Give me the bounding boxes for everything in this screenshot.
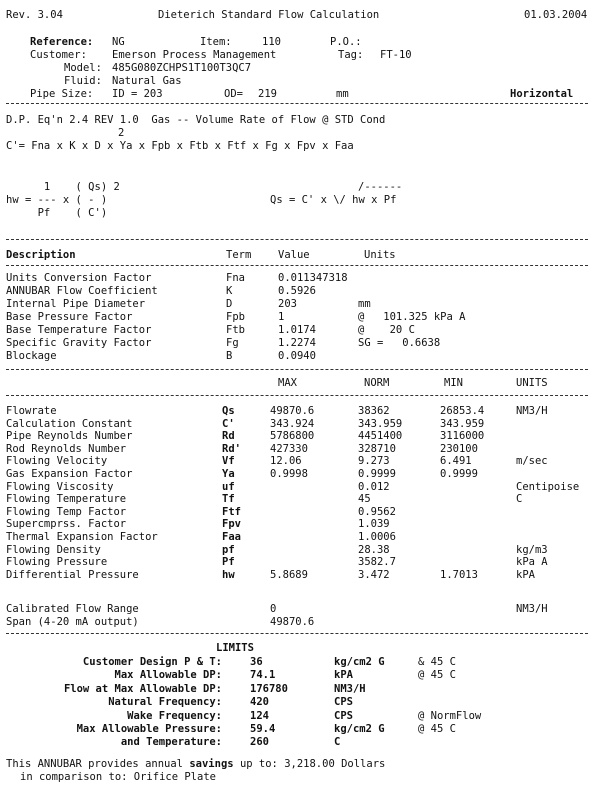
- divider: [6, 265, 588, 266]
- flow-description: Flowing Temp Factor: [6, 505, 127, 518]
- exponent: 2: [118, 127, 125, 139]
- limit-label: Natural Frequency:: [108, 696, 222, 709]
- flow-description: Flowing Pressure: [6, 556, 108, 569]
- factor-description: Units Conversion Factor: [6, 272, 152, 284]
- factor-term: Ftb: [226, 324, 245, 336]
- divider: [6, 369, 588, 370]
- flow-term: pf: [222, 543, 235, 556]
- flow-term: Rd': [222, 442, 241, 455]
- flow-term: Vf: [222, 455, 235, 468]
- flow-term: Ya: [222, 468, 235, 480]
- flow-max: 0.9998: [270, 468, 308, 480]
- flow-norm: 343.959: [358, 417, 403, 430]
- item-value: 110: [262, 36, 281, 48]
- limit-condition: @ 45 C: [418, 669, 456, 682]
- flow-min: 230100: [440, 442, 478, 455]
- factor-term: K: [226, 285, 233, 297]
- factor-units: SG = 0.6638: [358, 337, 441, 349]
- flow-norm: 38362: [358, 405, 390, 417]
- flow-min: 343.959: [440, 417, 485, 430]
- span-label: Span (4-20 mA output): [6, 616, 139, 628]
- col-value: Value: [278, 249, 310, 261]
- flow-description: Differential Pressure: [6, 568, 139, 581]
- limit-label: Wake Frequency:: [127, 709, 222, 722]
- pipe-od: 219: [258, 88, 277, 100]
- flow-max: 343.924: [270, 417, 315, 430]
- flow-units: kPa A: [516, 556, 548, 569]
- divider: [6, 633, 588, 634]
- factor-term: Fg: [226, 337, 239, 349]
- factor-value: 0.011347318: [278, 272, 348, 284]
- flow-description: Flowing Velocity: [6, 455, 108, 468]
- flow-units: kPA: [516, 568, 535, 581]
- factor-value: 0.0940: [278, 350, 316, 362]
- flow-min: 3116000: [440, 430, 485, 443]
- factor-value: 1: [278, 311, 285, 323]
- flow-max: 49870.6: [270, 405, 315, 417]
- factor-description: Specific Gravity Factor: [6, 337, 152, 349]
- limit-value: 176780: [250, 682, 288, 695]
- factor-term: Fna: [226, 272, 245, 284]
- col-description: Description: [6, 249, 76, 261]
- factor-value: 203: [278, 298, 297, 310]
- factor-value: 1.0174: [278, 324, 316, 336]
- col-norm: NORM: [364, 377, 390, 389]
- divider: [6, 103, 588, 104]
- factor-description: ANNUBAR Flow Coefficient: [6, 285, 158, 297]
- limit-label: Max Allowable DP:: [114, 669, 222, 682]
- limit-condition: & 45 C: [418, 656, 456, 668]
- divider: [6, 395, 588, 396]
- model-label: Model:: [64, 62, 102, 74]
- flow-units: kg/m3: [516, 543, 548, 556]
- flow-term: Ftf: [222, 505, 241, 518]
- factor-units: mm: [358, 298, 371, 310]
- customer-value: Emerson Process Management: [112, 49, 277, 61]
- limit-value: 59.4: [250, 723, 276, 735]
- fluid-label: Fluid:: [64, 75, 102, 87]
- factor-term: D: [226, 298, 233, 310]
- factor-term: Fpb: [226, 311, 245, 323]
- col-units: UNITS: [516, 377, 548, 389]
- col-max: MAX: [278, 377, 297, 389]
- savings-word: savings: [189, 758, 234, 770]
- factor-term: B: [226, 350, 233, 362]
- flow-description: Pipe Reynolds Number: [6, 430, 133, 443]
- limit-value: 124: [250, 709, 269, 722]
- flow-min: 6.491: [440, 455, 472, 468]
- flow-norm: 3582.7: [358, 556, 396, 569]
- savings-line: [6, 758, 385, 771]
- flow-term: Rd: [222, 430, 235, 443]
- flow-units: C: [516, 493, 523, 506]
- flow-units: NM3/H: [516, 405, 548, 417]
- col-term: Term: [226, 249, 252, 261]
- limit-value: 260: [250, 736, 269, 749]
- flow-term: Fpv: [222, 518, 241, 531]
- flow-min: 26853.4: [440, 405, 485, 417]
- flow-description: Calculation Constant: [6, 417, 133, 430]
- flow-description: Thermal Expansion Factor: [6, 531, 158, 543]
- col-units: Units: [364, 249, 396, 261]
- hw-equation-mid: hw = --- x ( - ): [6, 194, 108, 206]
- flow-term: Tf: [222, 493, 235, 506]
- flow-description: Rod Reynolds Number: [6, 442, 127, 455]
- flow-description: Flowing Temperature: [6, 493, 127, 506]
- savings-pre: This ANNUBAR provides annual: [6, 758, 184, 770]
- span-value: 49870.6: [270, 616, 315, 628]
- flow-max: 12.06: [270, 455, 302, 468]
- limit-label: and Temperature:: [120, 736, 222, 749]
- flow-norm: 9.273: [358, 455, 390, 468]
- page-title: Dieterich Standard Flow Calculation: [158, 9, 380, 21]
- hw-equation-bottom: Pf ( C'): [6, 207, 108, 219]
- limit-label: Customer Design P & T:: [82, 656, 222, 668]
- flow-norm: 1.039: [358, 518, 390, 531]
- flow-max: 5.8689: [270, 568, 308, 581]
- limit-value: 420: [250, 696, 269, 709]
- limit-unit: NM3/H: [334, 682, 366, 695]
- cal-range-value: 0: [270, 603, 277, 615]
- flow-norm: 4451400: [358, 430, 403, 443]
- factor-description: Base Temperature Factor: [6, 324, 152, 336]
- limit-label: Max Allowable Pressure:: [76, 723, 222, 735]
- flow-max: 5786800: [270, 430, 315, 443]
- flow-term: Faa: [222, 531, 241, 543]
- tag-value: FT-10: [380, 49, 412, 61]
- revision: Rev. 3.04: [6, 9, 63, 21]
- factor-value: 0.5926: [278, 285, 316, 297]
- flow-units: Centipoise: [516, 480, 580, 493]
- dp-equation: D.P. Eq'n 2.4 REV 1.0 Gas -- Volume Rate of Flow @ STD Cond: [6, 114, 386, 126]
- flow-term: C': [222, 417, 235, 430]
- qs-equation: Qs = C' x \/ hw x Pf: [270, 194, 397, 206]
- limit-value: 36: [250, 656, 263, 668]
- pipe-od-label: OD=: [224, 88, 243, 100]
- orientation: Horizontal: [510, 88, 574, 100]
- flow-description: Supercmprss. Factor: [6, 518, 127, 531]
- reference-value: NG: [112, 36, 125, 48]
- limit-unit: kg/cm2 G: [334, 723, 385, 735]
- pipe-size-label: Pipe Size:: [30, 88, 94, 100]
- divider: [6, 239, 588, 240]
- limit-label: Flow at Max Allowable DP:: [63, 682, 222, 695]
- comparison-line: in comparison to: Orifice Plate: [20, 771, 216, 783]
- limit-condition: @ NormFlow: [418, 709, 482, 722]
- limit-condition: @ 45 C: [418, 723, 456, 735]
- hw-equation-top: 1 ( Qs) 2: [6, 181, 120, 193]
- flow-description: Flowrate: [6, 405, 57, 417]
- flow-min: 1.7013: [440, 568, 478, 581]
- flow-norm: 45: [358, 493, 371, 506]
- factor-value: 1.2274: [278, 337, 316, 349]
- fluid-value: Natural Gas: [112, 75, 182, 87]
- savings-post: up to: 3,218.00 Dollars: [239, 758, 386, 770]
- flow-norm: 28.38: [358, 543, 390, 556]
- flow-norm: 3.472: [358, 568, 390, 581]
- factor-units: @ 101.325 kPa A: [358, 311, 466, 323]
- factor-description: Blockage: [6, 350, 57, 362]
- flow-term: Pf: [222, 556, 235, 569]
- tag-label: Tag:: [338, 49, 364, 61]
- model-value: 485G080ZCHPS1T100T3QC7: [112, 62, 252, 74]
- item-label: Item:: [200, 36, 232, 48]
- cal-range-unit: NM3/H: [516, 603, 548, 615]
- flow-description: Flowing Viscosity: [6, 480, 114, 493]
- flow-term: Qs: [222, 405, 235, 417]
- limit-unit: C: [334, 736, 341, 749]
- flow-units: m/sec: [516, 455, 548, 468]
- limit-unit: kPA: [334, 669, 353, 682]
- flow-norm: 328710: [358, 442, 396, 455]
- flow-norm: 1.0006: [358, 531, 396, 543]
- qs-root-bar: /------: [358, 181, 403, 193]
- limit-unit: CPS: [334, 696, 353, 709]
- customer-label: Customer:: [30, 49, 87, 61]
- flow-description: Flowing Density: [6, 543, 101, 556]
- flow-description: Gas Expansion Factor: [6, 468, 133, 480]
- limit-value: 74.1: [250, 669, 276, 682]
- factor-units: @ 20 C: [358, 324, 415, 336]
- flow-term: hw: [222, 568, 235, 581]
- limits-title: LIMITS: [216, 642, 254, 654]
- limit-unit: kg/cm2 G: [334, 656, 385, 668]
- pipe-unit: mm: [336, 88, 349, 100]
- flow-norm: 0.9562: [358, 505, 396, 518]
- flow-norm: 0.012: [358, 480, 390, 493]
- cal-range-label: Calibrated Flow Range: [6, 603, 139, 615]
- flow-term: uf: [222, 480, 235, 493]
- col-min: MIN: [444, 377, 463, 389]
- flow-norm: 0.9999: [358, 468, 396, 480]
- factor-description: Base Pressure Factor: [6, 311, 133, 323]
- pipe-id: ID = 203: [112, 88, 163, 100]
- c-equation: C'= Fna x K x D x Ya x Fpb x Ftb x Ftf x Fg x Fpv x Faa: [6, 140, 354, 152]
- limit-unit: CPS: [334, 709, 353, 722]
- factor-description: Internal Pipe Diameter: [6, 298, 146, 310]
- flow-max: 427330: [270, 442, 308, 455]
- po-label: P.O.:: [330, 36, 362, 48]
- reference-label: Reference:: [30, 36, 94, 48]
- report-date: 01.03.2004: [524, 9, 588, 21]
- flow-min: 0.9999: [440, 468, 478, 480]
